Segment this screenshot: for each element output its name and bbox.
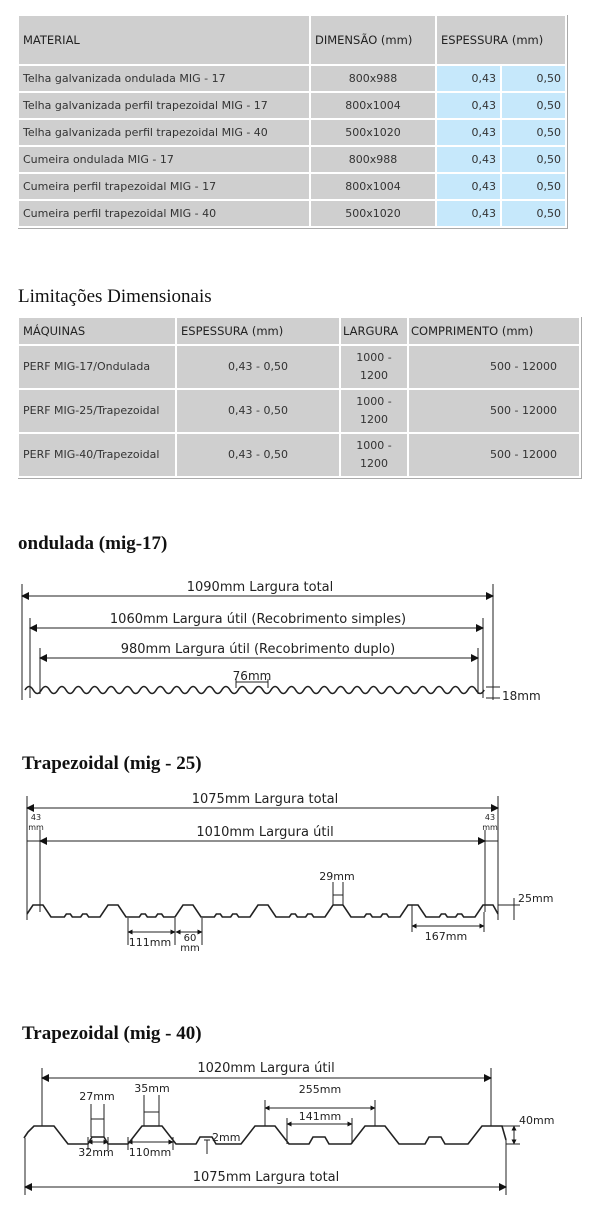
wave-profile (25, 687, 484, 694)
material-dimension: 800x1004 (311, 174, 435, 199)
thickness-min: 0,43 (437, 93, 500, 118)
width-range: 1000 - 1200 (341, 346, 407, 388)
machine-name: PERF MIG-25/Trapezoidal (19, 390, 175, 432)
mig40-crest-label: 35mm (134, 1082, 170, 1095)
thickness-range: 0,43 - 0,50 (177, 434, 339, 476)
material-dimension: 800x988 (311, 66, 435, 91)
length-range: 500 - 12000 (409, 434, 579, 476)
mig25-crest-label: 29mm (319, 870, 355, 883)
ondulada-wave-label: 76mm (232, 669, 272, 683)
material-name: Cumeira perfil trapezoidal MIG - 17 (19, 174, 309, 199)
header-thickness: ESPESSURA (mm) (177, 318, 339, 344)
thickness-range: 0,43 - 0,50 (177, 390, 339, 432)
trapezoid-profile (27, 905, 498, 917)
width-range: 1000 - 1200 (341, 434, 407, 476)
mig40-total-label: 1075mm Largura total (192, 1170, 340, 1185)
material-name: Cumeira perfil trapezoidal MIG - 40 (19, 201, 309, 226)
mig40-pan-label: 141mm (298, 1110, 342, 1123)
mig25-edge-right-num: 43 (484, 813, 496, 822)
mig25-height-label: 25mm (518, 892, 554, 905)
thickness-min: 0,43 (437, 120, 500, 145)
thickness-max: 0,50 (502, 147, 565, 172)
material-dimension: 800x1004 (311, 93, 435, 118)
thickness-max: 0,50 (502, 120, 565, 145)
header-width: LARGURA (341, 318, 407, 344)
thickness-min: 0,43 (437, 174, 500, 199)
material-dimension: 500x1020 (311, 120, 435, 145)
ondulada-total-label: 1090mm Largura total (186, 580, 334, 595)
thickness-min: 0,43 (437, 201, 500, 226)
mig25-total-label: 1075mm Largura total (191, 792, 339, 807)
thickness-min: 0,43 (437, 66, 500, 91)
mig40-small-base-label: 32mm (78, 1146, 114, 1159)
machine-name: PERF MIG-17/Ondulada (19, 346, 175, 388)
thickness-max: 0,50 (502, 174, 565, 199)
mig25-edge-right-unit: mm (482, 823, 498, 832)
material-name: Telha galvanizada perfil trapezoidal MIG - 40 (19, 120, 309, 145)
header-dimension: DIMENSÃO (mm) (311, 16, 435, 64)
thickness-range: 0,43 - 0,50 (177, 346, 339, 388)
ondulada-util-duplo-label: 980mm Largura útil (Recobrimento duplo) (120, 642, 396, 657)
material-name: Cumeira ondulada MIG - 17 (19, 147, 309, 172)
header-length: COMPRIMENTO (mm) (409, 318, 579, 344)
ondulada-height-label: 18mm (502, 689, 541, 703)
thickness-max: 0,50 (502, 201, 565, 226)
machine-name: PERF MIG-40/Trapezoidal (19, 434, 175, 476)
length-range: 500 - 12000 (409, 346, 579, 388)
thickness-max: 0,50 (502, 66, 565, 91)
mig25-edge-left-num: 43 (30, 813, 42, 822)
trapezoid-profile (24, 1126, 506, 1144)
ondulada-util-simples-label: 1060mm Largura útil (Recobrimento simples) (109, 612, 407, 627)
header-material: MATERIAL (19, 16, 309, 64)
material-name: Telha galvanizada perfil trapezoidal MIG - 17 (19, 93, 309, 118)
mig25-pan-label: 111mm (128, 936, 172, 949)
mig25-util-label: 1010mm Largura útil (196, 825, 334, 840)
thickness-min: 0,43 (437, 147, 500, 172)
length-range: 500 - 12000 (409, 390, 579, 432)
width-range: 1000 - 1200 (341, 390, 407, 432)
mig25-rib-unit: mm (180, 943, 200, 954)
material-name: Telha galvanizada ondulada MIG - 17 (19, 66, 309, 91)
mig40-rib-base-label: 110mm (128, 1146, 172, 1159)
ondulada-title: ondulada (mig-17) (18, 533, 168, 554)
mig40-height-label: 40mm (519, 1114, 555, 1127)
material-dimension: 500x1020 (311, 201, 435, 226)
mig40-small-top-label: 27mm (79, 1090, 115, 1103)
mig40-title: Trapezoidal (mig - 40) (22, 1023, 202, 1044)
mig25-edge-left-unit: mm (28, 823, 44, 832)
mig25-pitch-label: 167mm (424, 930, 468, 943)
mig25-diagram (27, 796, 520, 945)
material-dimension: 800x988 (311, 147, 435, 172)
header-thickness: ESPESSURA (mm) (437, 16, 565, 64)
mig25-title: Trapezoidal (mig - 25) (22, 753, 202, 774)
thickness-max: 0,50 (502, 93, 565, 118)
mig40-pitch-label: 255mm (298, 1083, 342, 1096)
header-machines: MÁQUINAS (19, 318, 175, 344)
limits-title: Limitações Dimensionais (18, 286, 212, 307)
mig40-small-height-label: 2mm (212, 1131, 241, 1144)
mig40-util-label: 1020mm Largura útil (197, 1061, 335, 1076)
mig25-rib-num: 60 (183, 933, 197, 944)
